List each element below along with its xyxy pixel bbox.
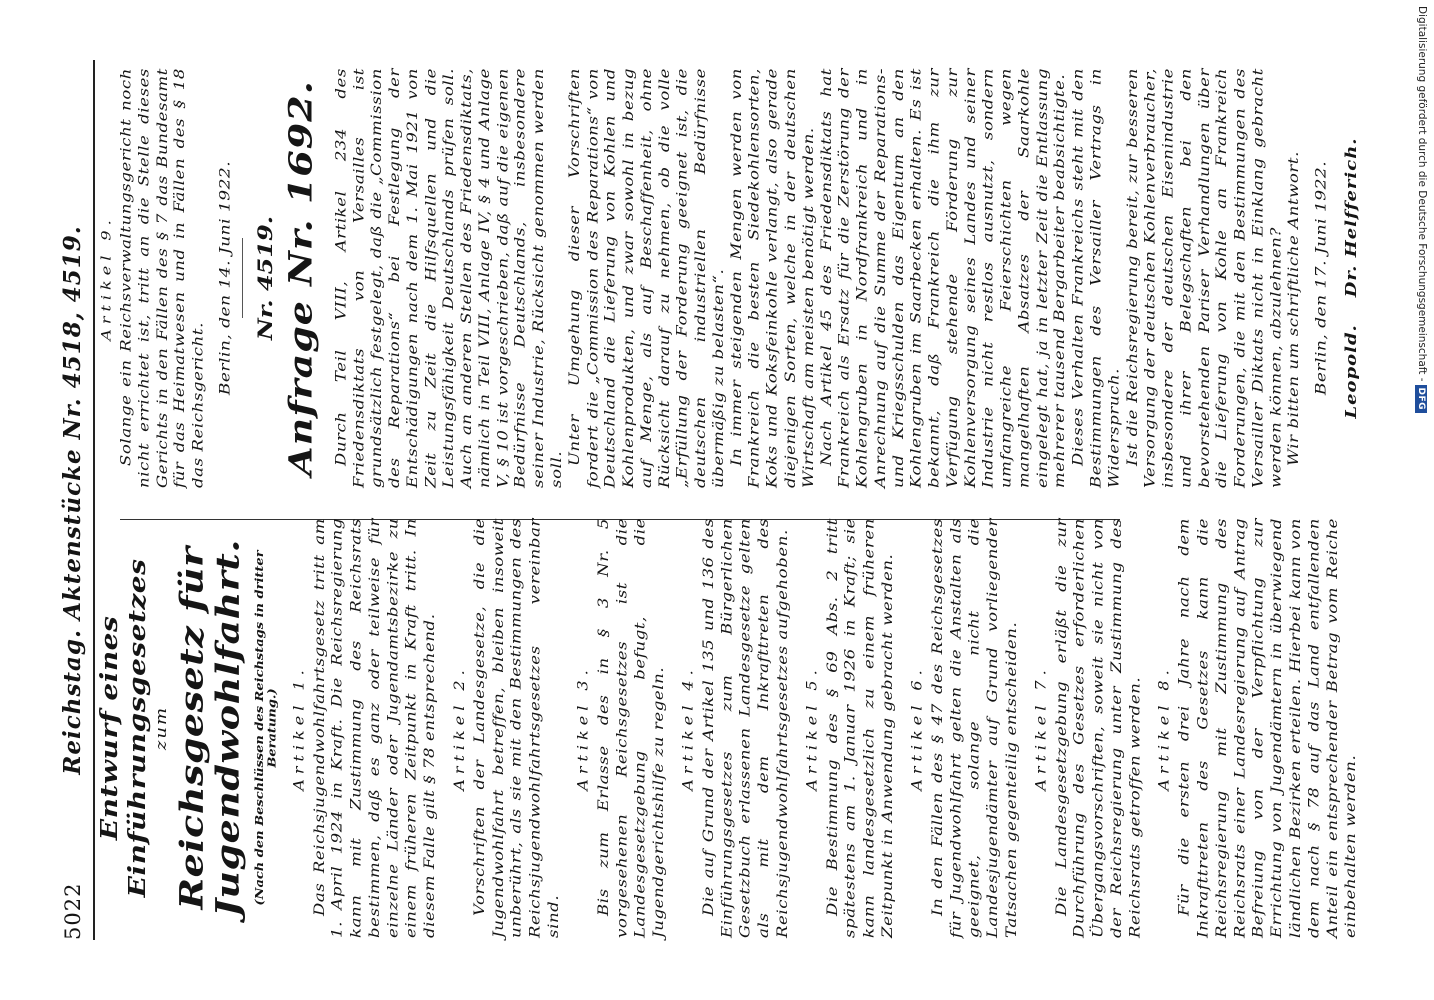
inquiry-paragraph: Durch Teil VIII, Artikel 234 des Friedensdiktats von Versailles ist grundsätzlich festgelegt, daß die „Commission des Reparations“ bei Festlegung der Entschädigungen nach dem 1. Mai 1921 von Zeit zu Zeit die Hilfsquellen und die Leistungsfähigkeit Deutschlands prüfen soll. Auch an anderen Stellen des Friedensdiktats, nämlich in Teil VIII, Anlage IV, § 4 und Anlage V, § 10 ist vorgeschrieben, daß auf die eigenen Bedürfnisse Deutschlands, insbesondere seiner Industrie, Rücksicht genommen werden soll. xyxy=(332,68,565,488)
left-column xyxy=(95,518,1360,938)
article-title: Artikel 7. xyxy=(1032,665,1049,791)
article-title: Artikel 6. xyxy=(908,665,925,791)
inquiry-body xyxy=(332,68,1303,488)
article-title: Artikel 9. xyxy=(98,215,115,341)
inquiry-paragraph: Ist die Reichsregierung bereit, zur besseren Versorgung der deutschen Kohlenverbraucher, insbesondere der deutschen Eisenindustrie und ihrer Belegschaften bei den bevorstehenden Pariser Verhandlungen über die Lieferung von Kohle an Frankreich Forderungen, die mit den Bestimmungen des Versailler Diktats nicht in Einklang gebracht werden können, abzulehnen? xyxy=(1124,68,1284,488)
heading-note: (Nach den Beschlüssen des Reichstags in dritter Beratung.) xyxy=(253,550,279,906)
dfg-logo: DFG xyxy=(1415,385,1427,414)
article-title: Artikel 3. xyxy=(574,665,591,791)
law-title: Reichsgesetz für Jugendwohlfahrt. xyxy=(172,538,246,918)
draft-heading: Entwurf eines Einführungsgesetzes xyxy=(95,558,151,898)
article-text: Bis zum Erlasse des in § 3 Nr. 5 vorgesehenen Reichsgesetzes ist die Landesgesetzgebung befugt, die Jugendgerichtshilfe zu regeln. xyxy=(595,518,667,938)
article-text: Das Reichsjugendwohlfahrtsgesetz tritt am 1. April 1924 in Kraft. Die Reichsregierung kann mit Zustimmung des Reichsrats bestimmen, daß es ganz oder teilweise für einzelne Länder oder Jugendamtsbezirke zu einem früheren Zeitpunkt in Kraft tritt. In diesem Falle gilt § 78 entsprechend. xyxy=(310,518,438,938)
digitization-credit xyxy=(1404,6,1434,994)
article-title: Artikel 1. xyxy=(290,665,307,791)
article-title: Artikel 8. xyxy=(1155,665,1173,791)
article-title: Artikel 4. xyxy=(679,665,696,791)
heading-connector: zum xyxy=(152,705,171,751)
article-title: Artikel 2. xyxy=(451,665,468,791)
credit-text: Digitalisierung gefördert durch die Deutsche Forschungsgemeinschaft - xyxy=(1416,6,1428,382)
signature-other: Dr. Helfferich. xyxy=(1342,137,1361,298)
article-text: In den Fällen des § 47 des Reichsgesetzes für Jugendwohlfahrt gelten die Anstalten als geeignet, solange nicht die Landesjugendämter auf Grund vorliegender Tatsachen gegenteilig entscheiden. xyxy=(929,518,1019,938)
signature-name: Leopold. xyxy=(1342,324,1361,419)
running-head-title: Reichstag. Aktenstücke Nr. 4518, 4519. xyxy=(59,225,86,775)
page-number: 5022 xyxy=(61,882,85,940)
signature-line xyxy=(1343,68,1360,488)
inquiry-paragraph: Dieses Verhalten Frankreichs steht mit den Bestimmungen des Versailler Vertrags in Widerspruch. xyxy=(1070,68,1122,488)
inquiry-paragraph: Unter Umgehung dieser Vorschriften fordert die „Commission des Reparations“ von Deutschland die Lieferung von Kohlen und Kohlenprodukten, und zwar sowohl in bezug auf Menge, als auf Beschaffenheit, ohne Rücksicht darauf zu nehmen, ob die volle „Erfüllung der Forderung geeignet ist, die deutschen industriellen Bedürfnisse übermäßig zu belasten“. xyxy=(566,68,727,488)
document-number: Nr. 4519. xyxy=(252,215,277,341)
inquiry-paragraph: Nach Artikel 45 des Friedensdiktats hat Frankreich als Ersatz für die Zerstörung der Kohlengruben in Nordfrankreich und in Anrechnung auf die Summe der Reparations- und Kriegsschulden das Eigentum an den Kohlengruben im Saarbecken erhalten. Es ist bekannt, daß Frankreich die ihm zur Verfügung stehende Förderung zur Kohlenversorgung seines Landes und seiner Industrie nicht restlos ausnutzt, sondern umfangreiche Feierschichten wegen mangelhaften Absatzes der Saarkohle eingelegt hat, ja in letzter Zeit die Entlassung mehrerer tausend Bergarbeiter beabsichtigte. xyxy=(818,68,1068,488)
dateline: Berlin, den 14. Juni 1922. xyxy=(217,160,234,396)
article-text: Vorschriften der Landesgesetze, die die Jugendwohlfahrt betreffen, bleiben insoweit unberührt, als sie mit den Bestimmungen des Reichsjugendwohlfahrtsgesetzes vereinbar sind. xyxy=(471,518,562,938)
running-head xyxy=(55,60,95,940)
section-rule xyxy=(242,238,243,318)
inquiry-title: Anfrage Nr. 1692. xyxy=(281,80,319,476)
article-text: Die Bestimmung des § 69 Abs. 2 tritt spätestens am 1. Januar 1926 in Kraft; sie kann landesgesetzlich zu einem früheren Zeitpunkt in Anwendung gebracht werden. xyxy=(823,518,896,938)
article-title: Artikel 5. xyxy=(803,665,820,791)
right-column xyxy=(95,68,1360,488)
inquiry-paragraph: Wir bitten um schriftliche Antwort. xyxy=(1285,151,1302,466)
article-text: Solange ein Reichsverwaltungsgericht noch nicht errichtet ist, tritt an die Stelle dieses Gerichts in den Fällen des § 7 das Bundesamt für das Heimatwesen und in Fällen des § 18 das Reichsgericht. xyxy=(118,68,206,488)
article-text: Die auf Grund der Artikel 135 und 136 des Einführungsgesetzes zum Bürgerlichen Gesetzbuch erlassenen Landesgesetze gelten als mit dem Inkrafttreten des Reichsjugendwohlfahrtsgesetzes aufgehoben. xyxy=(700,518,791,938)
inquiry-paragraph: In immer steigenden Mengen werden von Frankreich die besten Siedekohlensorten, Koks und Koksfeinkohle verlangt, also gerade diejenigen Sorten, welche in der deutschen Wirtschaft am meisten benötigt werden. xyxy=(728,68,817,488)
dateline: Berlin, den 17. Juni 1922. xyxy=(1313,160,1330,396)
article-text: Die Landesgesetzgebung erläßt die zur Durchführung des Gesetzes erforderlichen Übergangsvorschriften, soweit sie nicht von der Reichsregierung unter Zustimmung des Reichsrats getroffen werden. xyxy=(1052,518,1143,938)
article-text: Für die ersten drei Jahre nach dem Inkrafttreten des Gesetzes kann die Reichsregierung mit Zustimmung des Reichsrats einer Landesregierung auf Antrag Befreiung von der Verpflichtung zur Errichtung von Jugendämtern in überwiegend ländlichen Bezirken erteilen. Hierbei kann von dem nach § 78 auf das Land entfallenden Anteil ein entsprechender Betrag vom Reiche einbehalten werden. xyxy=(1176,518,1359,938)
articles-list xyxy=(291,518,1361,938)
